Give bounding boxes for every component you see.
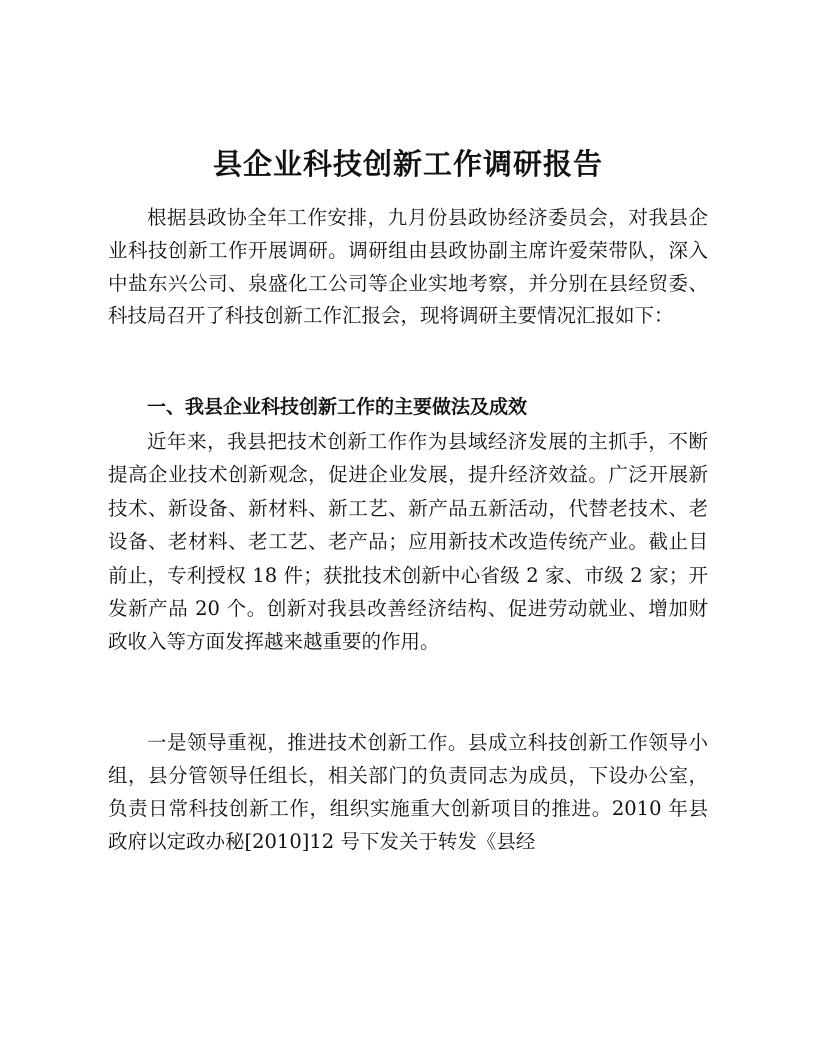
achievements-paragraph: 近年来，我县把技术创新工作作为县域经济发展的主抓手，不断提高企业技术创新观念，促进企业发展，提升经济效益。广泛开展新技术、新设备、新材料、新工艺、新产品五新活动，代替老技术、老设备、老材料、老工艺、老产品；应用新技术改造传统产业。截止目前止，专利授权 18 件；获批技术创新中心省级 2 家、市级 2 家；开发新产品 20 个。创新对我县改善经济结构、促进劳动就业、增加财政收入等方面发挥越来越重要的作用。 <box>108 430 708 654</box>
intro-paragraph: 根据县政协全年工作安排，九月份县政协经济委员会，对我县企业科技创新工作开展调研。调研组由县政协副主席许爱荣带队，深入中盐东兴公司、泉盛化工公司等企业实地考察，并分别在县经贸委、科技局召开了科技创新工作汇报会，现将调研主要情况汇报如下： <box>108 206 708 328</box>
section-heading-1: 一、我县企业科技创新工作的主要做法及成效 <box>147 396 528 418</box>
leadership-paragraph: 一是领导重视，推进技术创新工作。县成立科技创新工作领导小组，县分管领导任组长，相关部门的负责同志为成员，下设办公室，负责日常科技创新工作，组织实施重大创新项目的推进。2010 年县政府以定政办秘[2010]12 号下发关于转发《县经 <box>108 731 708 853</box>
document-title: 县企业科技创新工作调研报告 <box>212 147 603 181</box>
